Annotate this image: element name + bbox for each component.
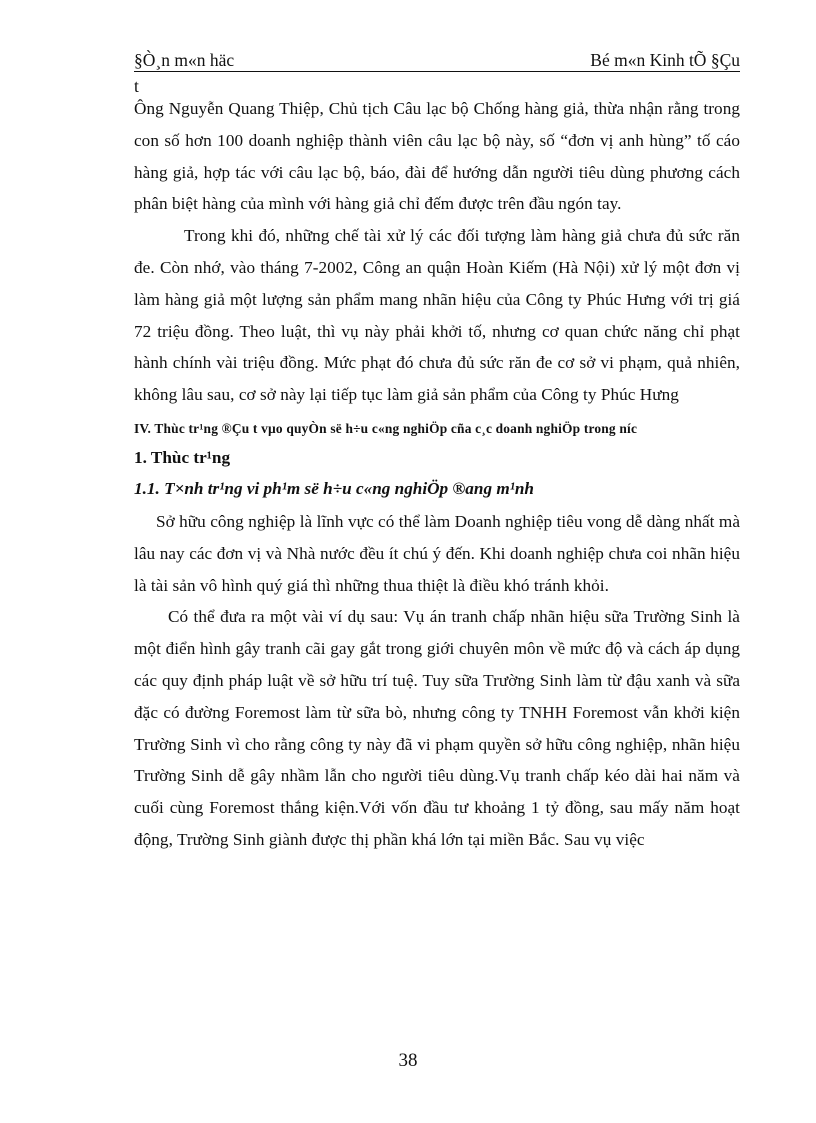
paragraph-1: Ông Nguyễn Quang Thiệp, Chủ tịch Câu lạc bộ Chống hàng giả, thừa nhận rằng trong con số hơn 100 doanh nghiệp thành viên câu lạc bộ này, số “đơn vị anh hùng” tố cáo hàng giả, hợp tác với câu lạc bộ, báo, đài để hướng dẫn người tiêu dùng phương cách phân biệt hàng của mình với hàng giả chỉ đếm được trên đầu ngón tay.: [134, 99, 740, 214]
header-rule: [134, 71, 740, 72]
paragraph-3: Sở hữu công nghiệp là lĩnh vực có thể làm Doanh nghiệp tiêu vong dễ dàng nhất mà lâu nay các đơn vị và Nhà nước đều ít chú ý đến. Khi doanh nghiệp chưa coi nhãn hiệu là tài sản vô hình quý giá thì những thua thiệt là điều khó tránh khỏi.: [134, 511, 740, 595]
section-iv-heading: IV. Thùc tr¹ng ®Çu t vµo quyÒn së h÷u c«ng nghiÖp cña c¸c doanh nghiÖp trong níc: [134, 420, 638, 436]
section-1-heading: 1. Thùc tr¹ng: [134, 447, 231, 467]
document-body: [134, 93, 740, 856]
header-right-title: Bé m«n Kinh tÕ §Çu: [590, 50, 740, 70]
page-number: 38: [398, 1050, 418, 1071]
paragraph-2: Trong khi đó, những chế tài xử lý các đối tượng làm hàng giả chưa đủ sức răn đe. Còn nhớ, vào tháng 7-2002, Công an quận Hoàn Kiếm (Hà Nội) xử lý một đơn vị làm hàng giả một lượng sản phẩm mang nhãn hiệu của Công ty Phúc Hưng với trị giá 72 triệu đồng. Theo luật, thì vụ này phải khởi tố, nhưng cơ quan chức năng chỉ phạt hành chính vài triệu đồng. Mức phạt đó chưa đủ sức răn đe cơ sở vi phạm, quả nhiên, không lâu sau, cơ sở này lại tiếp tục làm giả sản phẩm của Công ty Phúc Hưng: [134, 226, 740, 405]
paragraph-4: Có thể đưa ra một vài ví dụ sau: Vụ án tranh chấp nhãn hiệu sữa Trường Sinh là một điển hình gây tranh cãi gay gắt trong giới chuyên môn về mức độ và cách áp dụng các quy định pháp luật về sở hữu trí tuệ. Tuy sữa Trường Sinh làm từ đậu xanh và sữa đặc có đường Foremost làm từ sữa bò, nhưng công ty TNHH Foremost vẫn khởi kiện Trường Sinh vì cho rằng công ty này đã vi phạm quyền sở hữu công nghiệp, nhãn hiệu Trường Sinh dễ gây nhầm lẫn cho người tiêu dùng.Vụ tranh chấp kéo dài hai năm và cuối cùng Foremost thắng kiện.Với vốn đầu tư khoảng 1 tỷ đồng, sau mấy năm hoạt động, Trường Sinh giành được thị phần khá lớn tại miền Bắc. Sau vụ việc: [134, 607, 740, 849]
header-wrap-text: t: [134, 76, 139, 96]
header-left-title: §Ò¸n m«n häc: [134, 50, 235, 70]
section-1-1-heading: 1.1. T×nh tr¹ng vi ph¹m së h÷u c«ng nghiÖp ®ang m¹nh: [134, 478, 534, 498]
